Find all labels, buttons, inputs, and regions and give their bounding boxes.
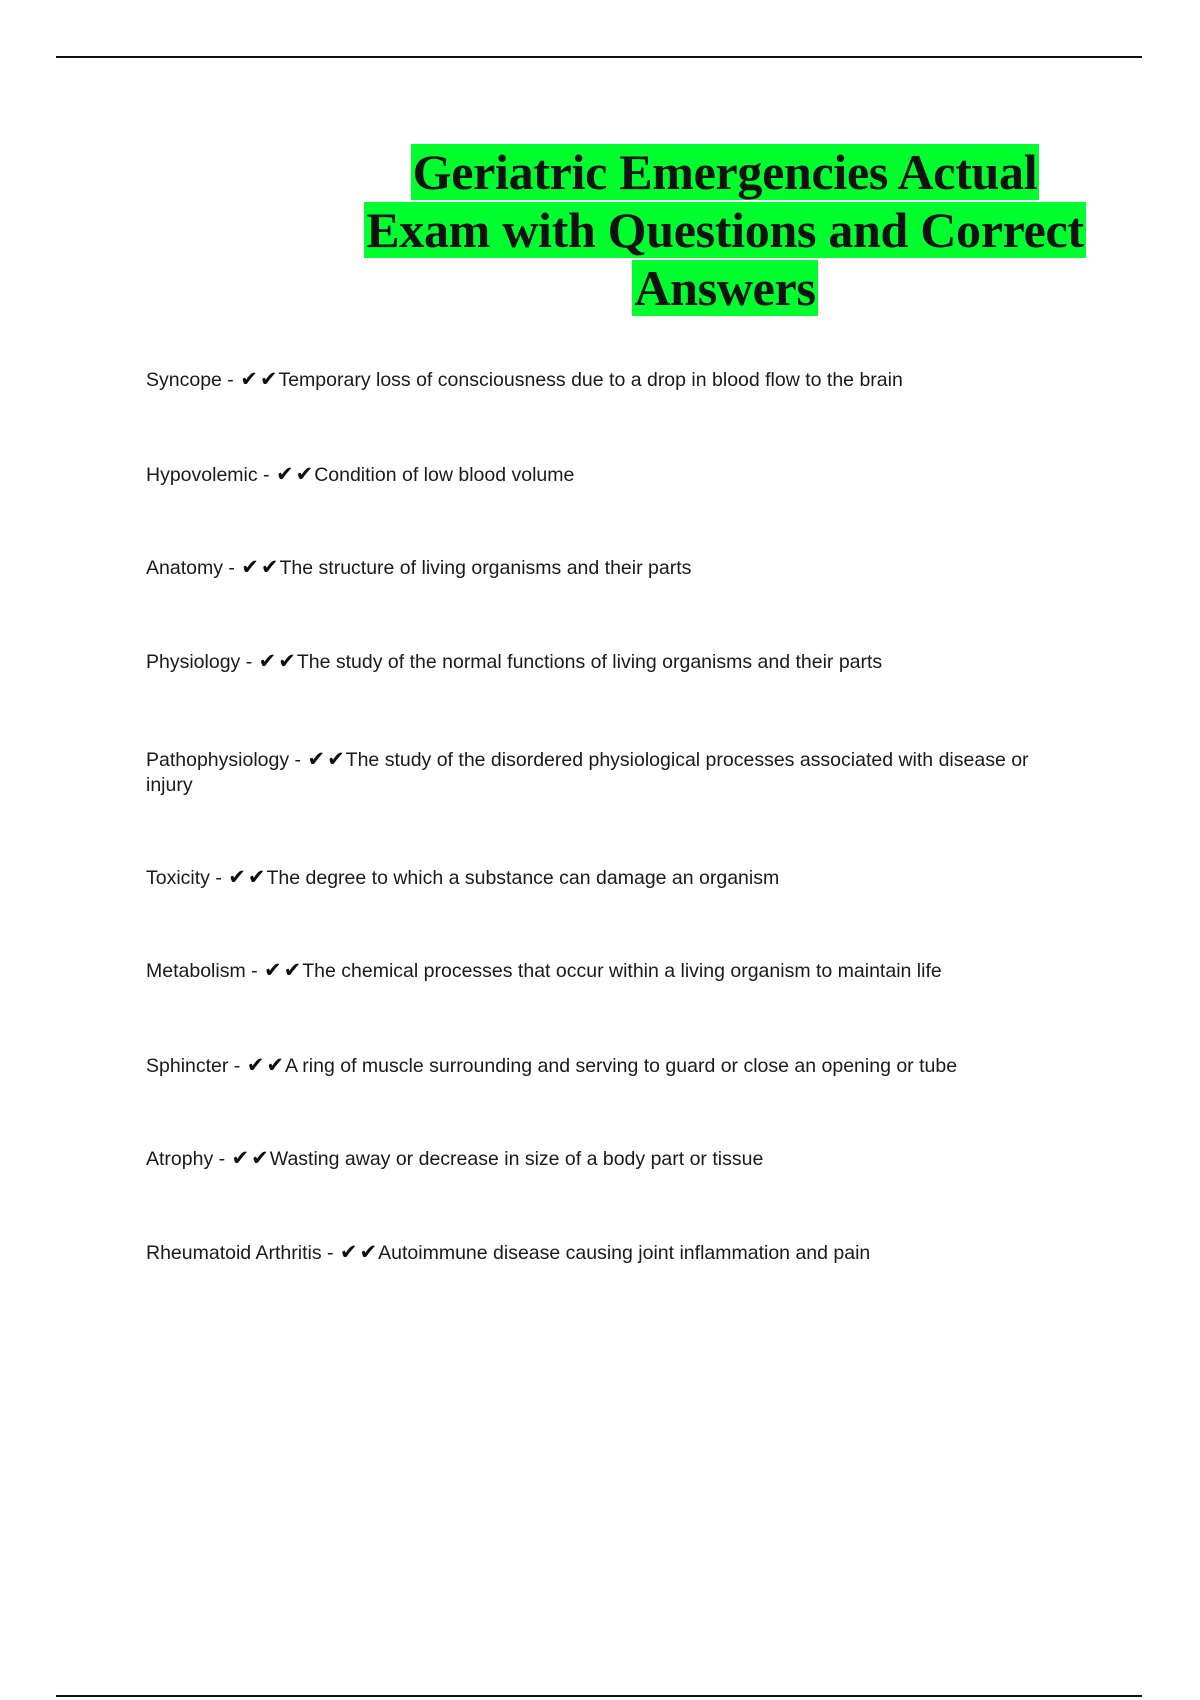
entry-definition: The structure of living organisms and their parts [279, 557, 692, 579]
check-icon: ✔ [228, 865, 246, 889]
entry-definition: The study of the disordered physiological processes associated with disease or injury [146, 749, 1029, 796]
qa-entry [146, 1053, 1066, 1079]
entry-separator: - [213, 1148, 231, 1170]
entry-separator: - [257, 464, 275, 486]
entry-separator: - [245, 960, 264, 982]
check-icon: ✔ [359, 1240, 378, 1264]
bottom-rule [56, 1695, 1142, 1697]
qa-entry [146, 367, 1066, 393]
qa-entry [146, 865, 1066, 891]
entry-term: Atrophy [146, 1148, 214, 1170]
top-rule [56, 56, 1142, 58]
entry-term: Hypovolemic [146, 464, 258, 486]
check-icon: ✔ [278, 649, 296, 673]
qa-entry [146, 462, 1066, 488]
entry-term: Metabolism [146, 960, 246, 982]
check-icon: ✔ [295, 462, 314, 486]
title-line [330, 144, 1120, 202]
entry-definition: The study of the normal functions of living organisms and their parts [296, 651, 883, 673]
entry-separator: - [289, 749, 307, 771]
entry-separator: - [228, 1055, 246, 1077]
entry-definition: Temporary loss of consciousness due to a drop in blood flow to the brain [278, 369, 903, 391]
check-icon: ✔ [246, 1053, 265, 1077]
qa-entry [146, 747, 1066, 798]
entry-separator: - [209, 867, 228, 889]
qa-entry [146, 649, 1066, 675]
qa-entry [146, 1240, 1066, 1266]
qa-entry [146, 555, 1066, 581]
title-line-text: Answers [634, 260, 816, 316]
entry-term: Toxicity [146, 867, 210, 889]
check-icon: ✔ [307, 747, 326, 771]
entry-term: Anatomy [146, 557, 223, 579]
check-icon: ✔ [275, 462, 294, 486]
entry-definition: The chemical processes that occur within a living organism to maintain life [302, 960, 942, 982]
title-line [330, 260, 1120, 318]
entry-term: Syncope [146, 369, 222, 391]
title-line [330, 202, 1120, 260]
entry-definition: Wasting away or decrease in size of a body part or tissue [269, 1148, 764, 1170]
entry-definition: Condition of low blood volume [314, 464, 575, 486]
page-title [330, 144, 1120, 318]
check-icon: ✔ [260, 555, 279, 579]
entry-definition: A ring of muscle surrounding and serving to guard or close an opening or tube [284, 1055, 958, 1077]
check-icon: ✔ [264, 958, 282, 982]
entry-term: Rheumatoid Arthritis [146, 1242, 322, 1264]
check-icon: ✔ [327, 747, 345, 771]
entry-separator: - [321, 1242, 339, 1264]
check-icon: ✔ [247, 865, 266, 889]
entry-term: Physiology [146, 651, 241, 673]
title-line-text: Geriatric Emergencies Actual [412, 144, 1038, 200]
entry-definition: The degree to which a substance can damage an organism [266, 867, 780, 889]
check-icon: ✔ [266, 1053, 284, 1077]
check-icon: ✔ [283, 958, 302, 982]
check-icon: ✔ [339, 1240, 358, 1264]
entry-term: Pathophysiology [146, 749, 290, 771]
entry-separator: - [221, 369, 240, 391]
check-icon: ✔ [231, 1146, 250, 1170]
check-icon: ✔ [240, 367, 258, 391]
check-icon: ✔ [241, 555, 259, 579]
check-icon: ✔ [259, 367, 278, 391]
entry-separator: - [222, 557, 241, 579]
title-line-text: Exam with Questions and Correct [366, 202, 1084, 258]
qa-entry [146, 1146, 1066, 1172]
check-icon: ✔ [258, 649, 277, 673]
entry-separator: - [240, 651, 258, 673]
qa-entry [146, 958, 1066, 984]
entry-term: Sphincter [146, 1055, 229, 1077]
check-icon: ✔ [251, 1146, 269, 1170]
entry-definition: Autoimmune disease causing joint inflammation and pain [378, 1242, 871, 1264]
